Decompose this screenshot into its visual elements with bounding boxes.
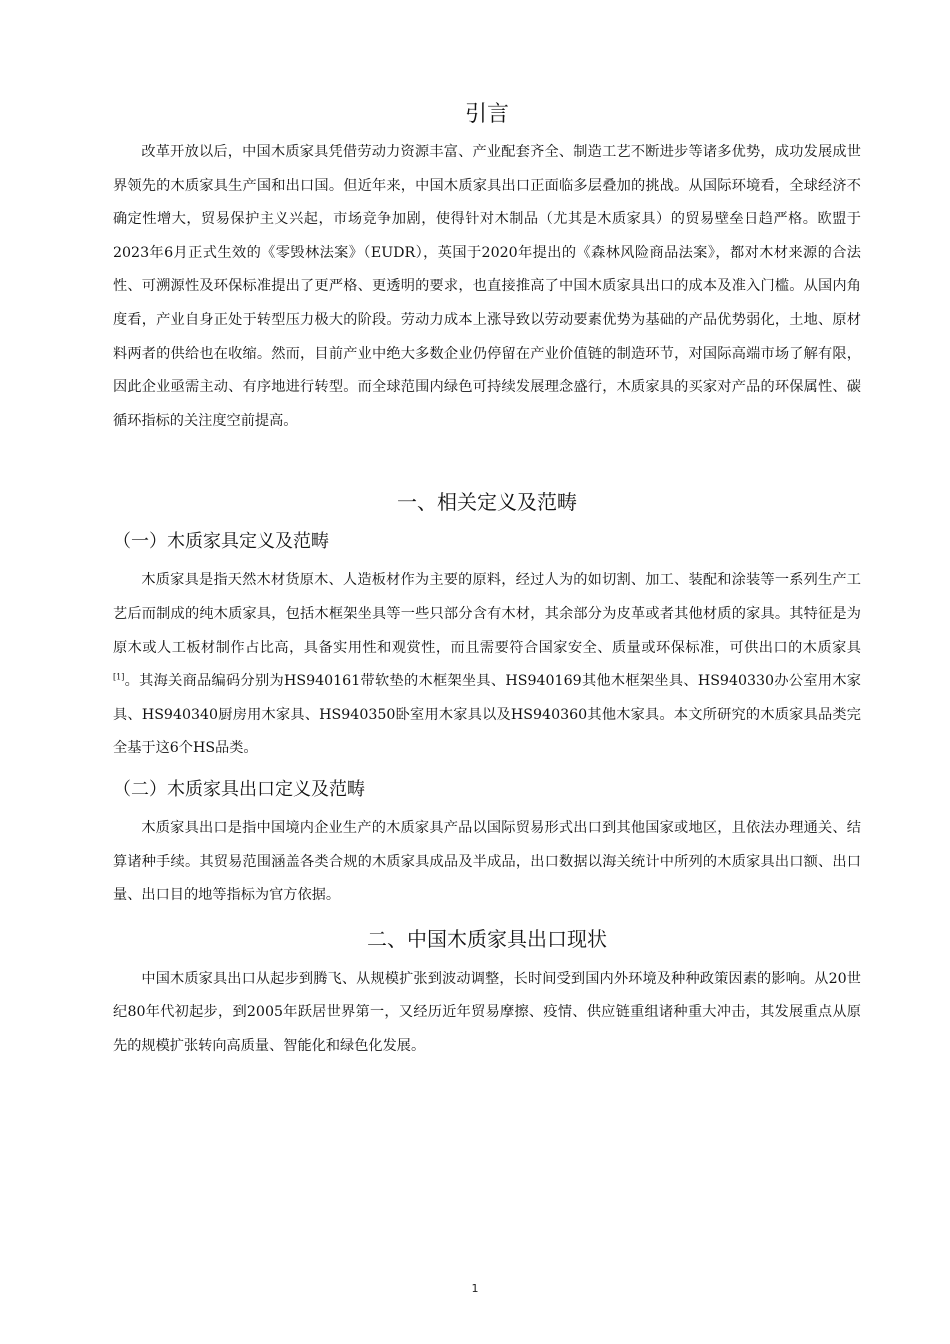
page-number: 1: [471, 1282, 479, 1295]
chapter1-heading: 一、相关定义及范畴: [397, 490, 577, 515]
chapter2-paragraph: 中国木质家具出口从起步到腾飞、从规模扩张到波动调整，长时间受到国内外环境及种种政策因素的影响。从20世纪80年代初起步，到2005年跃居世界第一，又经历近年贸易摩擦、疫情、供应链重组诸种重大冲击，其发展重点从原先的规模扩张转向高质量、智能化和绿色化发展。: [113, 970, 861, 1054]
spacer: [113, 438, 861, 484]
page-content: [113, 96, 861, 1063]
spacer: [113, 766, 861, 774]
intro-heading: 引言: [464, 102, 509, 127]
section1-paragraph-part2: 。其海关商品编码分别为HS940161带软垫的木框架坐具、HS940169其他木框架坐具、HS940330办公室用木家具、HS940340厨房用木家具、HS940350卧室用木家具以及HS940360其他木家具。本文所研究的木质家具品类完全基于这6个HS品类。: [113, 673, 861, 757]
section2-heading: （二）木质家具出口定义及范畴: [113, 778, 365, 800]
section1-paragraph-part1: 木质家具是指天然木材货原木、人造板材作为主要的原料，经过人为的如切割、加工、装配和涂装等一系列生产工艺后而制成的纯木质家具，包括木框架坐具等一些只部分含有木材，其余部分为皮革或者其他材质的家具。其特征是为原木或人工板材制作占比高，具备实用性和观赏性，而且需要符合国家安全、质量或环保标准，可供出口的木质家具: [113, 572, 861, 656]
section1-heading: （一）木质家具定义及范畴: [113, 531, 329, 553]
spacer: [113, 913, 861, 921]
section1-paragraph: [113, 564, 861, 766]
citation-ref[interactable]: [1]: [113, 672, 125, 682]
chapter2-heading: 二、中国木质家具出口现状: [367, 926, 607, 951]
intro-paragraph: 改革开放以后，中国木质家具凭借劳动力资源丰富、产业配套齐全、制造工艺不断进步等诸多优势，成功发展成世界领先的木质家具生产国和出口国。但近年来，中国木质家具出口正面临多层叠加的挑战。从国际环境看，全球经济不确定性增大，贸易保护主义兴起，市场竞争加剧，使得针对木制品（尤其是木质家具）的贸易壁垒日趋严格。欧盟于2023年6月正式生效的《零毁林法案》（EUDR），英国于2020年提出的《森林风险商品法案》，都对木材来源的合法性、可溯源性及环保标准提出了更严格、更透明的要求，也直接推高了中国木质家具出口的成本及准入门槛。从国内角度看，产业自身正处于转型压力极大的阶段。劳动力成本上涨导致以劳动要素优势为基础的产品优势弱化，土地、原材料两者的供给也在收缩。然而，目前产业中绝大多数企业仍停留在产业价值链的制造环节，对国际高端市场了解有限，因此企业亟需主动、有序地进行转型。而全球范围内绿色可持续发展理念盛行，木质家具的买家对产品的环保属性、碳循环指标的关注度空前提高。: [113, 144, 861, 429]
section2-paragraph: 木质家具出口是指中国境内企业生产的木质家具产品以国际贸易形式出口到其他国家或地区，且依法办理通关、结算诸种手续。其贸易范围涵盖各类合规的木质家具成品及半成品，出口数据以海关统计中所列的木质家具出口额、出口量、出口目的地等指标为官方依据。: [113, 819, 861, 904]
